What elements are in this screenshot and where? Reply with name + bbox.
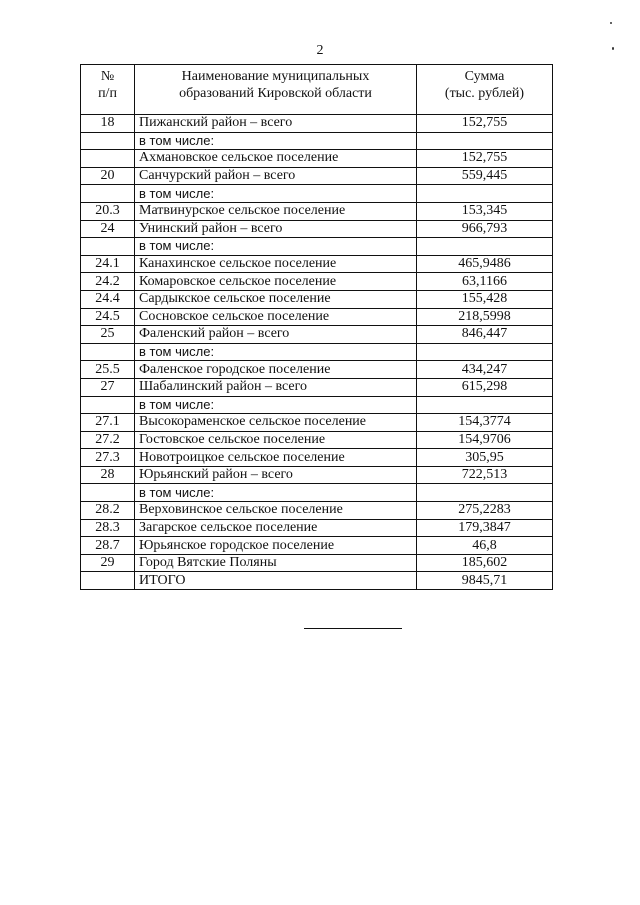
- row-sum: 966,793: [417, 220, 553, 238]
- row-sum: 153,345: [417, 202, 553, 220]
- row-name: в том числе:: [135, 343, 417, 361]
- row-number: 27.2: [81, 431, 135, 449]
- row-name: Верховинское сельское поселение: [135, 502, 417, 520]
- row-name: Юрьянский район – всего: [135, 466, 417, 484]
- row-number: 28: [81, 466, 135, 484]
- table-row: [81, 326, 553, 344]
- table-row: [81, 449, 553, 467]
- table-row: [81, 290, 553, 308]
- row-sum: 152,755: [417, 150, 553, 168]
- table-row: [81, 132, 553, 150]
- row-number: 20: [81, 167, 135, 185]
- row-sum: 46,8: [417, 537, 553, 555]
- row-sum: 434,247: [417, 361, 553, 379]
- row-sum: 179,3847: [417, 519, 553, 537]
- row-number: [81, 343, 135, 361]
- header-sum-line-1: Сумма: [464, 69, 505, 84]
- end-rule: [304, 628, 402, 629]
- row-sum: [417, 343, 553, 361]
- row-sum: 155,428: [417, 290, 553, 308]
- table-row: [81, 343, 553, 361]
- table-row: [81, 361, 553, 379]
- table-row: [81, 414, 553, 432]
- table-row: [81, 502, 553, 520]
- row-name: Фаленский район – всего: [135, 326, 417, 344]
- page-number: 2: [316, 43, 324, 58]
- row-number: [81, 132, 135, 150]
- table-row: [81, 238, 553, 256]
- table-row: [81, 202, 553, 220]
- row-name: Новотроицкое сельское поселение: [135, 449, 417, 467]
- row-number: 28.7: [81, 537, 135, 555]
- row-name: в том числе:: [135, 132, 417, 150]
- header-sum: [417, 65, 553, 115]
- row-sum: [417, 185, 553, 203]
- row-name: Гостовское сельское поселение: [135, 431, 417, 449]
- header-sum-line-2: (тыс. рублей): [444, 86, 525, 101]
- row-name: в том числе:: [135, 484, 417, 502]
- table-row: [81, 378, 553, 396]
- row-sum: 615,298: [417, 378, 553, 396]
- header-name: [135, 65, 417, 115]
- budget-table: [80, 64, 553, 590]
- row-name: Сардыкское сельское поселение: [135, 290, 417, 308]
- row-number: 28.3: [81, 519, 135, 537]
- header-name-line-1: Наименование муниципальных: [181, 69, 370, 84]
- table-row: [81, 185, 553, 203]
- row-name: Пижанский район – всего: [135, 115, 417, 133]
- row-number: 24.1: [81, 255, 135, 273]
- row-sum: 154,3774: [417, 414, 553, 432]
- header-num-line-2: п/п: [98, 86, 117, 101]
- header-name-line-2: образований Кировской области: [179, 86, 372, 101]
- row-name: Загарское сельское поселение: [135, 519, 417, 537]
- table-row: [81, 554, 553, 572]
- row-number: 24.5: [81, 308, 135, 326]
- row-sum: [417, 396, 553, 414]
- row-name: Фаленское городское поселение: [135, 361, 417, 379]
- row-number: [81, 572, 135, 590]
- scan-speck: [610, 22, 612, 24]
- row-number: 25.5: [81, 361, 135, 379]
- row-sum: 154,9706: [417, 431, 553, 449]
- header-num: [81, 65, 135, 115]
- table-row: [81, 115, 553, 133]
- row-number: 25: [81, 326, 135, 344]
- row-name: ИТОГО: [135, 572, 417, 590]
- table-row: [81, 519, 553, 537]
- row-sum: 185,602: [417, 554, 553, 572]
- row-name: в том числе:: [135, 238, 417, 256]
- scan-speck: [612, 47, 614, 50]
- row-number: 27.1: [81, 414, 135, 432]
- row-sum: 465,9486: [417, 255, 553, 273]
- row-name: Сосновское сельское поселение: [135, 308, 417, 326]
- row-number: 24.2: [81, 273, 135, 291]
- table-row: [81, 255, 553, 273]
- row-name: Шабалинский район – всего: [135, 378, 417, 396]
- table-row: [81, 484, 553, 502]
- row-name: Канахинское сельское поселение: [135, 255, 417, 273]
- row-name: в том числе:: [135, 185, 417, 203]
- table-row: [81, 572, 553, 590]
- table-row: [81, 466, 553, 484]
- row-sum: [417, 132, 553, 150]
- row-sum: [417, 238, 553, 256]
- row-sum: 846,447: [417, 326, 553, 344]
- header-num-line-1: №: [100, 69, 115, 84]
- row-sum: 9845,71: [417, 572, 553, 590]
- row-sum: [417, 484, 553, 502]
- row-number: 20.3: [81, 202, 135, 220]
- row-number: [81, 396, 135, 414]
- table-row: [81, 431, 553, 449]
- row-number: 27: [81, 378, 135, 396]
- row-sum: 722,513: [417, 466, 553, 484]
- table-row: [81, 220, 553, 238]
- table-body: [81, 115, 553, 590]
- row-name: Город Вятские Поляны: [135, 554, 417, 572]
- row-number: 24: [81, 220, 135, 238]
- row-sum: 559,445: [417, 167, 553, 185]
- table-row: [81, 308, 553, 326]
- table-row: [81, 150, 553, 168]
- row-sum: 275,2283: [417, 502, 553, 520]
- row-name: в том числе:: [135, 396, 417, 414]
- row-name: Матвинурское сельское поселение: [135, 202, 417, 220]
- row-number: 29: [81, 554, 135, 572]
- table-header-row: [81, 65, 553, 115]
- row-number: [81, 238, 135, 256]
- row-sum: 152,755: [417, 115, 553, 133]
- row-name: Санчурский район – всего: [135, 167, 417, 185]
- row-sum: 218,5998: [417, 308, 553, 326]
- row-name: Унинский район – всего: [135, 220, 417, 238]
- row-number: 24.4: [81, 290, 135, 308]
- table-row: [81, 396, 553, 414]
- row-sum: 305,95: [417, 449, 553, 467]
- table-row: [81, 167, 553, 185]
- row-name: Комаровское сельское поселение: [135, 273, 417, 291]
- row-name: Ахмановское сельское поселение: [135, 150, 417, 168]
- row-number: [81, 484, 135, 502]
- table-row: [81, 273, 553, 291]
- row-number: [81, 185, 135, 203]
- table-row: [81, 537, 553, 555]
- row-sum: 63,1166: [417, 273, 553, 291]
- row-number: 27.3: [81, 449, 135, 467]
- row-number: [81, 150, 135, 168]
- row-name: Юрьянское городское поселение: [135, 537, 417, 555]
- row-number: 18: [81, 115, 135, 133]
- row-name: Высокораменское сельское поселение: [135, 414, 417, 432]
- row-number: 28.2: [81, 502, 135, 520]
